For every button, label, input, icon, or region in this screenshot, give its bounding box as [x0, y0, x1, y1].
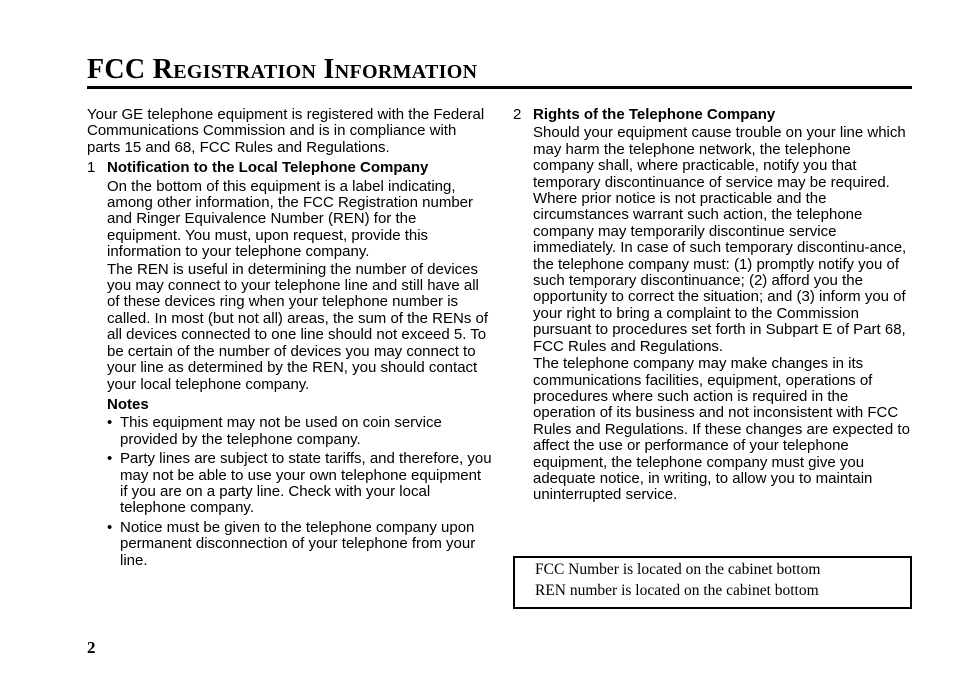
bullet-icon: • — [107, 414, 113, 432]
section-rights — [513, 107, 913, 504]
section-notification — [87, 160, 492, 393]
list-item — [107, 520, 492, 569]
section-paragraph: On the bottom of this equipment is a label indicating, among other information, the FCC Registration number and Ringer Equivalence Number (REN) for the equipment. You must, upon request, provide this information to your telephone company. — [107, 177, 474, 261]
page-number: 2 — [87, 638, 96, 657]
section-heading: Notification to the Local Telephone Company — [107, 159, 429, 177]
section-number: 1 — [87, 159, 96, 177]
info-line: REN number is located on the cabinet bottom — [535, 582, 819, 599]
note-text: This equipment may not be used on coin service provided by the telephone company. — [120, 414, 442, 448]
section-paragraph: The REN is useful in determining the number of devices you may connect to your telephone line and still have all of these devices ring when your telephone number is called. In most (but not all) areas, the sum of the RENs of all devices connected to one line should not exceed 5. To be certain of the number of devices you may connect to your line as determined by the REN, you should contact your local telephone company. — [107, 260, 489, 393]
list-item — [107, 415, 492, 448]
note-text: Party lines are subject to state tariffs, and therefore, you may not be able to use your own telephone equipment if you are on a party line. Check with your local telephone company. — [120, 450, 492, 517]
note-text: Notice must be given to the telephone company upon permanent disconnection of your telephone from your line. — [120, 518, 476, 569]
right-column — [513, 107, 913, 504]
list-item — [107, 451, 492, 517]
section-heading: Rights of the Telephone Company — [533, 106, 776, 123]
intro-paragraph: Your GE telephone equipment is registered with the Federal Communications Commission and is in compliance with parts 15 and 68, FCC Rules and Regulations. — [87, 106, 485, 156]
bullet-icon: • — [107, 450, 113, 468]
section-paragraph: Should your equipment cause trouble on your line which may harm the telephone network, the telephone company shall, where practicable, notify you that temporary discontinuance of service may be required. Where prior notice is not practicable and the circumstances warrant such action, the telephone company may temporarily discontinue service immediately. In case of such temporary discontinu-ance, the telephone company must: (1) promptly notify you of such temporary discontinuance; (2) afford you the opportunity to correct the situation; and (3) inform you of your right to bring a complaint to the Commission pursuant to procedures set forth in Subpart E of Part 68, FCC Rules and Regulations. — [533, 124, 907, 355]
notes-heading: Notes — [107, 395, 149, 413]
fcc-info-box — [513, 556, 912, 609]
bullet-icon: • — [107, 518, 113, 536]
section-paragraph: The telephone company may make changes in its communications facilities, equipment, operations of procedures where such action is required in the operation of its business and not inconsistent with FCC Rules and Regulations. If these changes are expected to affect the use or performance of your telephone equipment, the telephone company must give you adequate notice, in writing, to allow you to maintain uninterrupted service. — [533, 355, 910, 504]
notes-list — [87, 415, 492, 569]
left-column — [87, 107, 492, 572]
section-number: 2 — [513, 106, 522, 123]
page-title: FCC Registration Information — [87, 54, 478, 85]
title-rule — [87, 86, 912, 89]
info-line: FCC Number is located on the cabinet bottom — [535, 561, 821, 578]
